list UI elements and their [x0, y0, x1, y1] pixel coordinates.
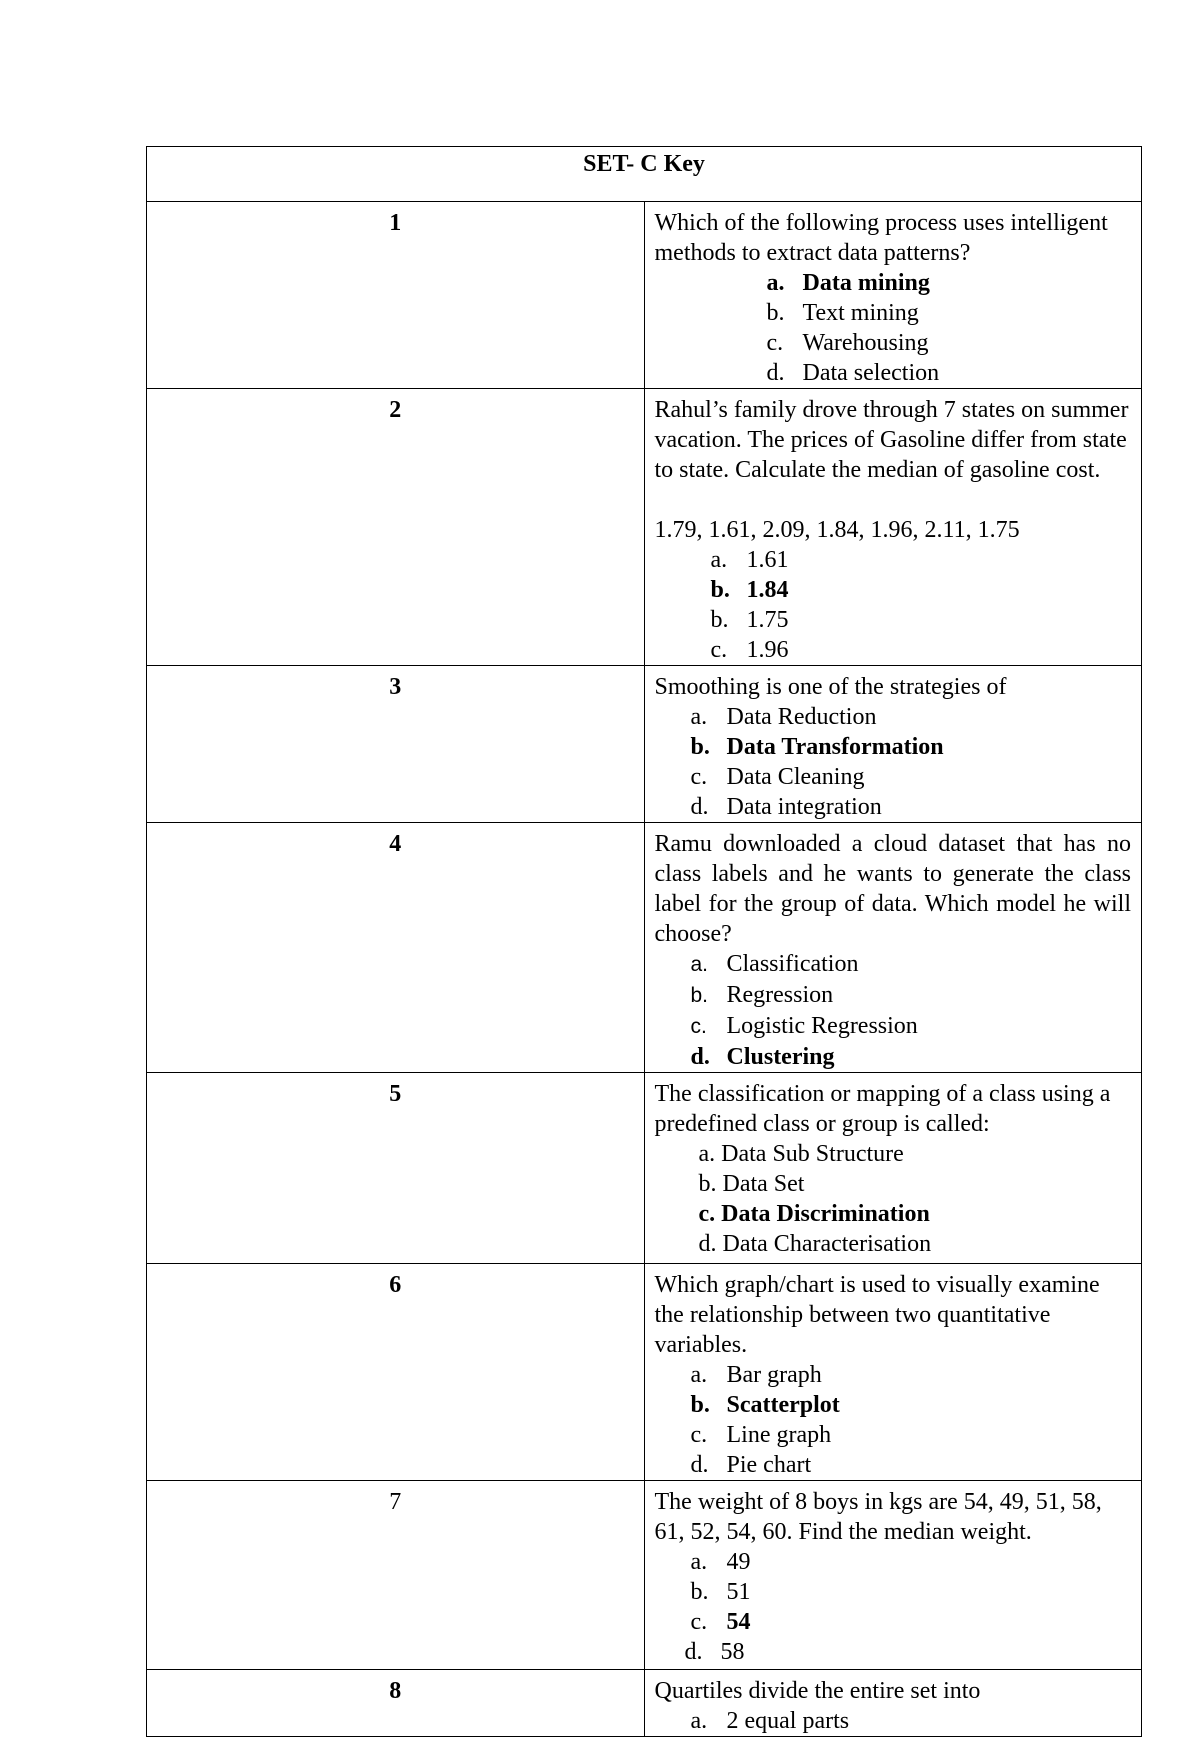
title-row	[147, 147, 1142, 202]
option-d: d. Data integration	[690, 794, 882, 820]
answer-key-table	[146, 146, 1142, 1737]
question-cell	[644, 823, 1142, 1073]
question-cell	[644, 666, 1142, 823]
question-row	[147, 666, 1142, 823]
question-number: 6	[147, 1264, 645, 1481]
option-a: a. 2 equal parts	[690, 1708, 850, 1734]
question-text: Which graph/chart is used to visually examine the relationship between two quantitative variables.	[654, 1272, 1100, 1358]
question-number: 2	[147, 389, 645, 666]
option-b: b. Text mining	[766, 300, 919, 326]
option-d: d. 58	[684, 1639, 745, 1665]
option-d-correct: d. Clustering	[690, 1044, 835, 1070]
option-b-correct: b. Data Transformation	[690, 734, 944, 760]
option-c: c. Warehousing	[766, 330, 929, 356]
question-number: 1	[147, 202, 645, 389]
question-cell	[644, 1264, 1142, 1481]
question-cell	[644, 1670, 1142, 1737]
option-a: a. Classification	[690, 951, 859, 977]
option-a: a. Data Sub Structure	[698, 1141, 904, 1167]
question-cell	[644, 1073, 1142, 1264]
option-c-correct: c. Data Discrimination	[698, 1201, 930, 1227]
question-row	[147, 1481, 1142, 1670]
question-text: The classification or mapping of a class using a predefined class or group is called:	[654, 1081, 1111, 1137]
question-cell	[644, 389, 1142, 666]
option-b: b. Data Set	[698, 1171, 805, 1197]
option-c-correct: c. 54	[690, 1609, 751, 1635]
option-c: c. Data Cleaning	[690, 764, 865, 790]
option-d: d. Pie chart	[690, 1452, 812, 1478]
question-number: 3	[147, 666, 645, 823]
question-text: Smoothing is one of the strategies of	[654, 674, 1007, 700]
option-a: a. 49	[690, 1549, 751, 1575]
question-row	[147, 1073, 1142, 1264]
option-c: c. Line graph	[690, 1422, 832, 1448]
option-a: a. Data Reduction	[690, 704, 877, 730]
option-c: c. 1.96	[710, 637, 789, 663]
question-row	[147, 1264, 1142, 1481]
question-cell	[644, 202, 1142, 389]
question-text: Rahul’s family drove through 7 states on summer vacation. The prices of Gasoline differ from state to state. Calculate the median of gasoline cost.	[654, 397, 1129, 483]
question-number: 4	[147, 823, 645, 1073]
option-a: a. Bar graph	[690, 1362, 822, 1388]
option-d: d. Data Characterisation	[698, 1231, 932, 1257]
option-a-correct: a. Data mining	[766, 270, 930, 296]
option-b-correct: b. Scatterplot	[690, 1392, 840, 1418]
question-row	[147, 1670, 1142, 1737]
option-b-second: b. 1.75	[710, 607, 789, 633]
question-number: 5	[147, 1073, 645, 1264]
option-d: d. Data selection	[766, 360, 940, 386]
question-row	[147, 823, 1142, 1073]
page-title: SET- C Key	[147, 147, 1142, 202]
question-text: Which of the following process uses intelligent methods to extract data patterns?	[654, 210, 1108, 266]
option-c: c. Logistic Regression	[690, 1013, 918, 1039]
question-row	[147, 389, 1142, 666]
question-text: The weight of 8 boys in kgs are 54, 49, 51, 58, 61, 52, 54, 60. Find the median weight.	[654, 1489, 1102, 1545]
question-number: 8	[147, 1670, 645, 1737]
option-b-correct: b. 1.84	[710, 577, 789, 603]
option-b: b. Regression	[690, 982, 834, 1008]
question-text: Quartiles divide the entire set into	[654, 1678, 981, 1704]
question-cell	[644, 1481, 1142, 1670]
question-text: Ramu downloaded a cloud dataset that has no class labels and he wants to generate the class label for the group of data. Which model he will choose?	[654, 831, 1131, 947]
option-a: a. 1.61	[710, 547, 789, 573]
question-row	[147, 202, 1142, 389]
question-number: 7	[147, 1481, 645, 1670]
data-values: 1.79, 1.61, 2.09, 1.84, 1.96, 2.11, 1.75	[654, 517, 1020, 543]
option-b: b. 51	[690, 1579, 751, 1605]
